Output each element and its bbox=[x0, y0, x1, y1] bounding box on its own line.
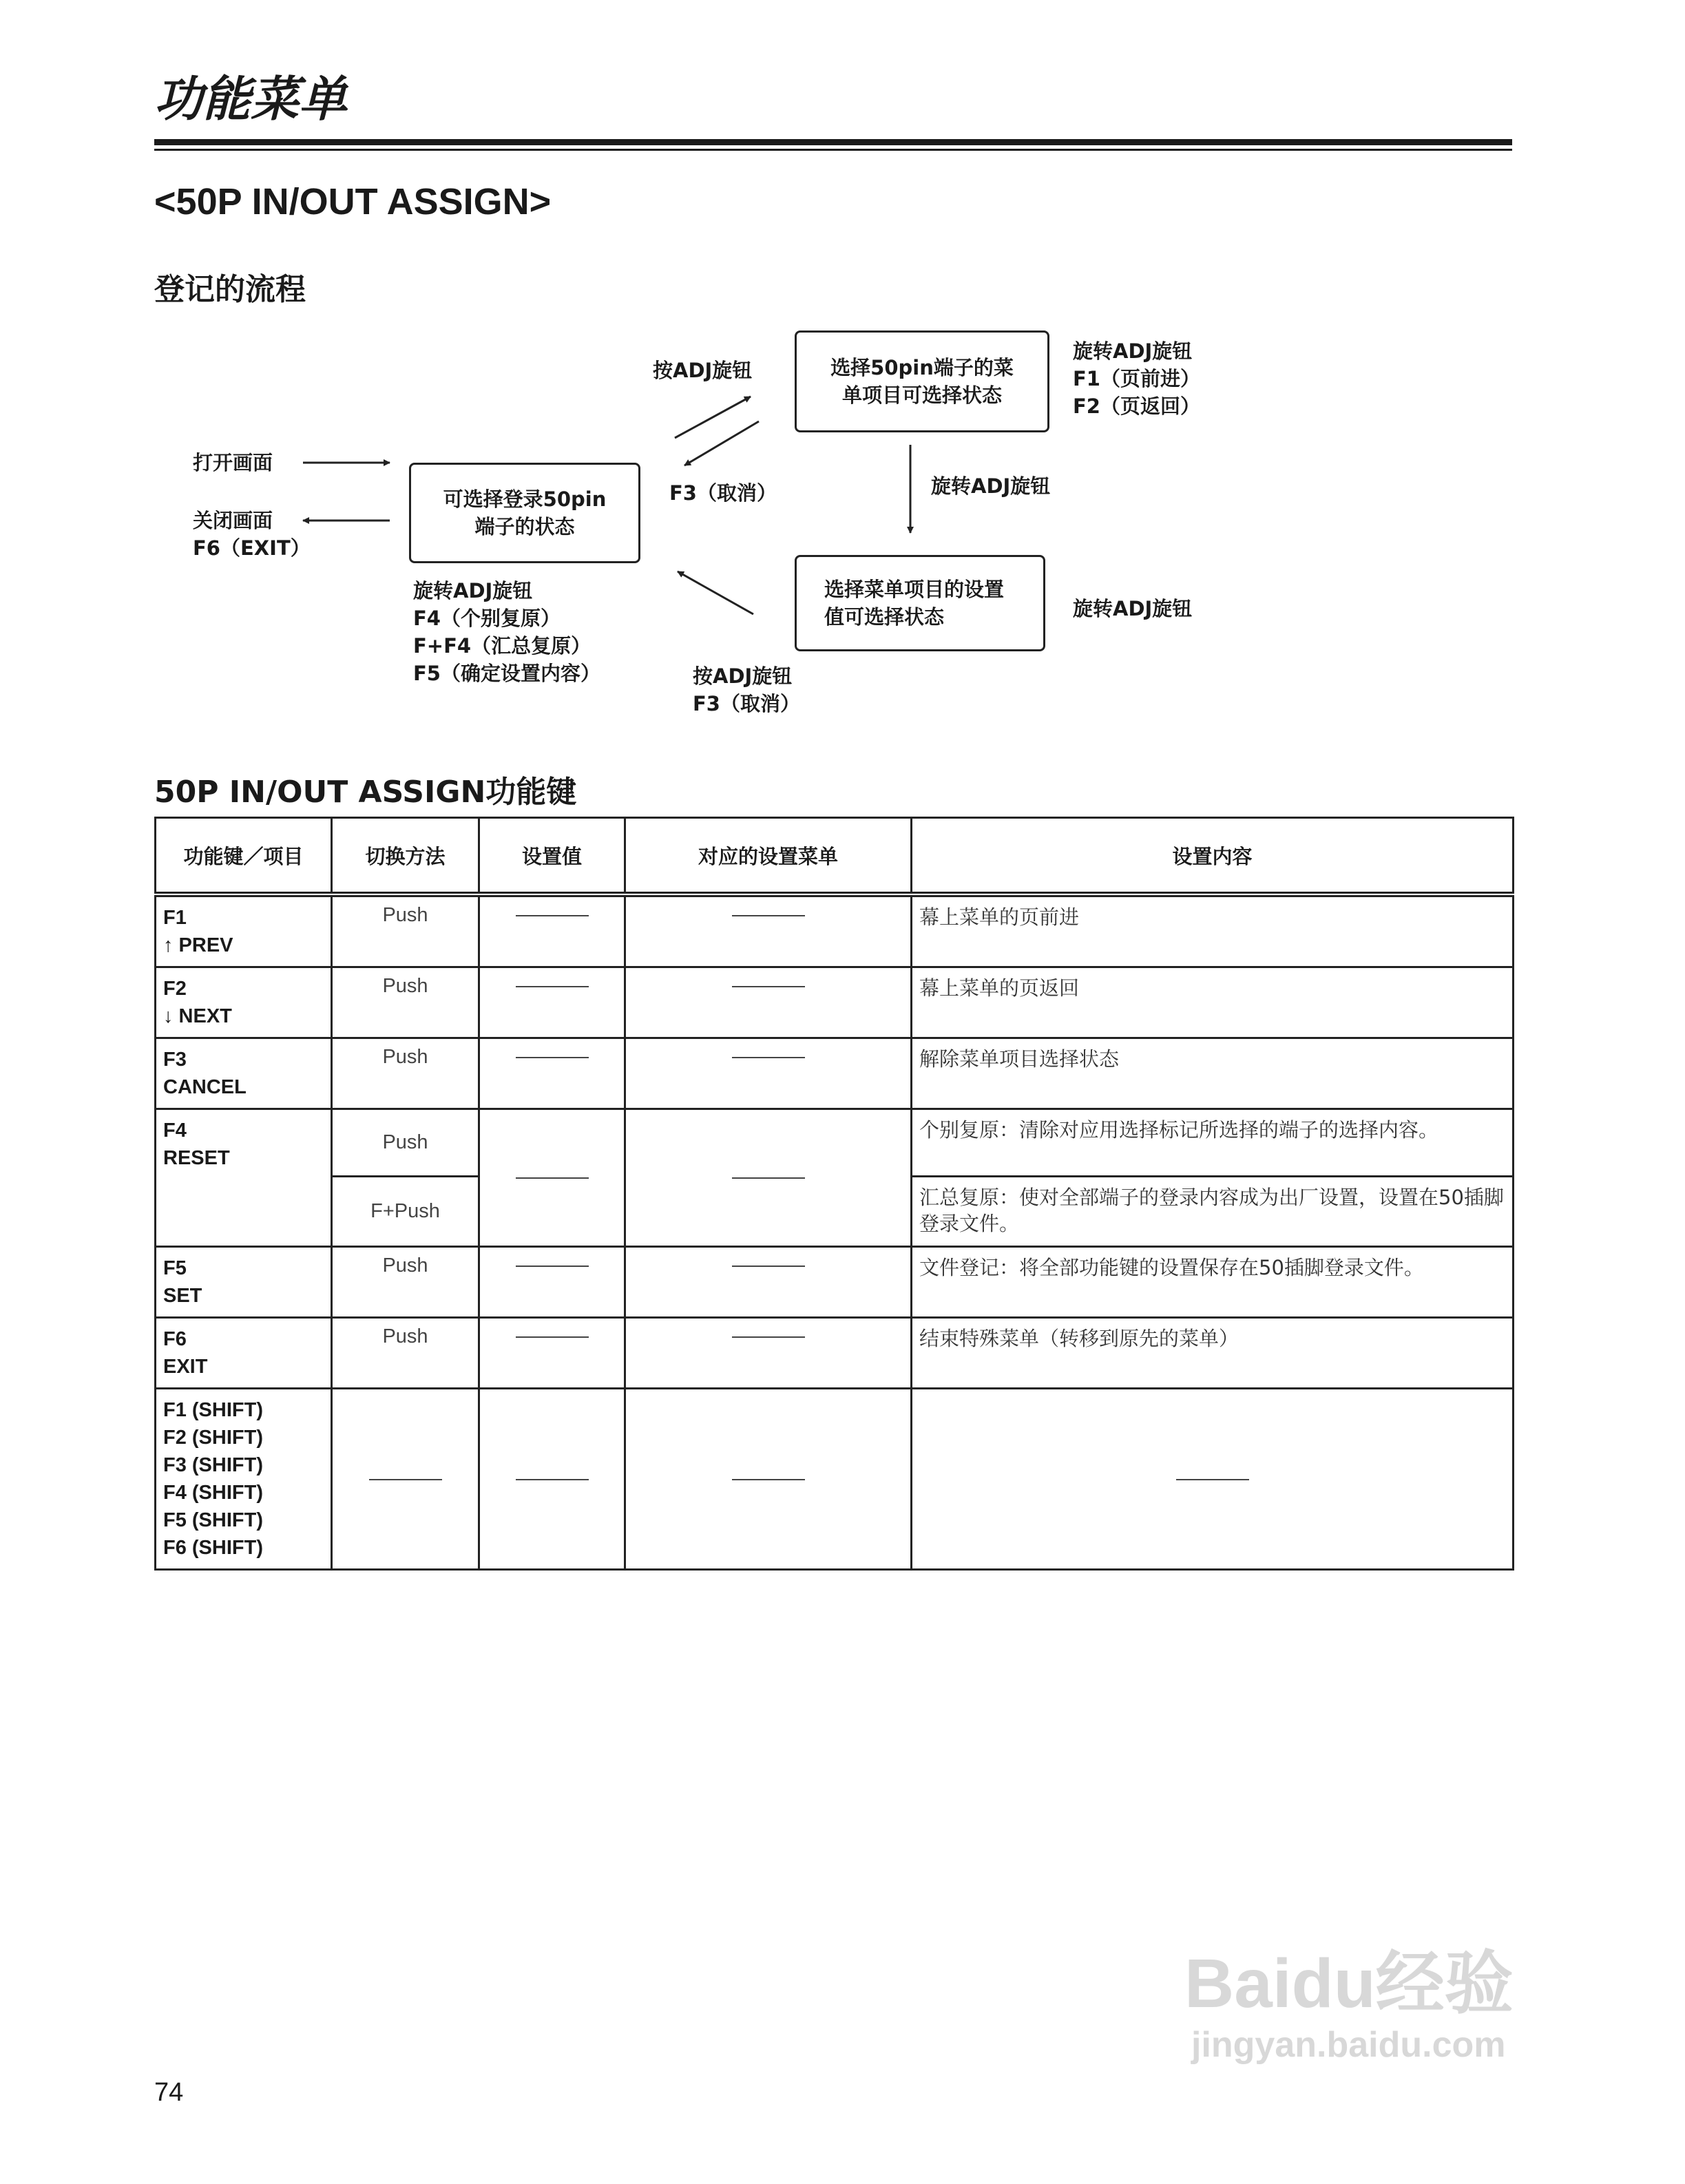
method-cell: Push bbox=[332, 894, 479, 967]
key-label: CANCEL bbox=[163, 1076, 247, 1098]
rotate-adj-label: 旋转ADJ旋钮 bbox=[931, 474, 1051, 498]
key-cell bbox=[156, 1109, 332, 1247]
key-label: F6 bbox=[163, 1328, 187, 1350]
menu-cell bbox=[625, 1318, 912, 1389]
key-cell bbox=[156, 1318, 332, 1389]
value-cell bbox=[479, 967, 625, 1038]
op-line: 按ADJ旋钮 bbox=[693, 664, 793, 688]
desc-cell: 个别复原：清除对应用选择标记所选择的端子的选择内容。 bbox=[912, 1109, 1514, 1177]
desc-cell: 幕上菜单的页前进 bbox=[912, 894, 1514, 967]
value-cell bbox=[479, 1318, 625, 1389]
state-label: 选择菜单项目的设置 值可选择状态 bbox=[824, 578, 1005, 629]
value-cell bbox=[479, 1389, 625, 1570]
op-line: F2（页返回） bbox=[1073, 395, 1200, 418]
key-cell bbox=[156, 1247, 332, 1318]
desc-cell bbox=[912, 1389, 1514, 1570]
key-label: F2 bbox=[163, 978, 187, 1000]
dash bbox=[369, 1479, 442, 1480]
table-row bbox=[156, 1389, 1514, 1570]
column-header: 切换方法 bbox=[332, 818, 479, 895]
menu-ops-label bbox=[1073, 337, 1200, 420]
press-adj-label: 按ADJ旋钮 bbox=[653, 359, 753, 382]
key-cell bbox=[156, 967, 332, 1038]
menu-cell bbox=[625, 894, 912, 967]
table-heading: 50P IN/OUT ASSIGN功能键 bbox=[154, 775, 577, 810]
menu-cell bbox=[625, 967, 912, 1038]
function-key-table bbox=[154, 817, 1514, 1571]
op-line: F+F4（汇总复原） bbox=[413, 634, 592, 658]
dash bbox=[516, 986, 589, 987]
state-box-select-value bbox=[795, 555, 1045, 651]
arrow-cancel bbox=[684, 421, 759, 465]
key-label: F3 (SHIFT) bbox=[163, 1454, 263, 1476]
key-label: F4 (SHIFT) bbox=[163, 1482, 263, 1504]
key-label: F5 bbox=[163, 1257, 187, 1279]
open-screen-label: 打开画面 bbox=[193, 451, 273, 474]
key-cell bbox=[156, 1389, 332, 1570]
column-header: 设置值 bbox=[479, 818, 625, 895]
key-label: F4 bbox=[163, 1120, 187, 1142]
menu-cell bbox=[625, 1038, 912, 1109]
op-line: 旋转ADJ旋钮 bbox=[1073, 339, 1193, 363]
value-cell bbox=[479, 1038, 625, 1109]
dash bbox=[516, 1177, 589, 1179]
method-cell: F+Push bbox=[332, 1177, 479, 1247]
state-box-select-menu bbox=[795, 330, 1049, 432]
watermark-url: jingyan.baidu.com bbox=[1191, 2025, 1506, 2065]
value-cell bbox=[479, 1109, 625, 1247]
dash bbox=[516, 1336, 589, 1338]
state-label: 可选择登录50pin 端子的状态 bbox=[443, 487, 607, 538]
key-label: RESET bbox=[163, 1147, 230, 1169]
page-title: 功能菜单 bbox=[154, 71, 347, 127]
op-line: F4（个别复原） bbox=[413, 607, 561, 630]
dash bbox=[516, 1479, 589, 1480]
key-label: F2 (SHIFT) bbox=[163, 1427, 263, 1449]
arrow-to-menu bbox=[675, 397, 751, 438]
column-header: 设置内容 bbox=[912, 818, 1514, 895]
menu-cell bbox=[625, 1247, 912, 1318]
op-line: F1（页前进） bbox=[1073, 367, 1200, 390]
key-label: F5 (SHIFT) bbox=[163, 1509, 263, 1531]
method-cell: Push bbox=[332, 967, 479, 1038]
method-cell bbox=[332, 1389, 479, 1570]
method-cell: Push bbox=[332, 1318, 479, 1389]
value-cell bbox=[479, 1247, 625, 1318]
table-row bbox=[156, 1318, 1514, 1389]
dash bbox=[516, 915, 589, 916]
dash bbox=[732, 1057, 805, 1058]
dash bbox=[732, 1479, 805, 1480]
desc-cell: 幕上菜单的页返回 bbox=[912, 967, 1514, 1038]
dash bbox=[516, 1057, 589, 1058]
table-row bbox=[156, 1247, 1514, 1318]
page-number: 74 bbox=[154, 2078, 184, 2107]
value-cell bbox=[479, 894, 625, 967]
desc-cell: 结束特殊菜单（转移到原先的菜单） bbox=[912, 1318, 1514, 1389]
op-line: 旋转ADJ旋钮 bbox=[413, 579, 533, 602]
key-label: SET bbox=[163, 1285, 202, 1307]
key-label: EXIT bbox=[163, 1356, 208, 1378]
dash bbox=[516, 1266, 589, 1267]
method-cell: Push bbox=[332, 1109, 479, 1177]
flow-heading: 登记的流程 bbox=[154, 272, 306, 307]
menu-cell bbox=[625, 1389, 912, 1570]
back-ops-label bbox=[693, 662, 800, 717]
value-ops-label: 旋转ADJ旋钮 bbox=[1073, 597, 1193, 620]
key-cell bbox=[156, 894, 332, 967]
op-line: F5（确定设置内容） bbox=[413, 662, 600, 685]
dash bbox=[1176, 1479, 1249, 1480]
desc-cell: 解除菜单项目选择状态 bbox=[912, 1038, 1514, 1109]
section-title: <50P IN/OUT ASSIGN> bbox=[154, 181, 552, 222]
table-row bbox=[156, 1038, 1514, 1109]
close-key-label: F6（EXIT） bbox=[193, 536, 311, 560]
arrow-back bbox=[678, 571, 753, 614]
key-label: ↑ PREV bbox=[163, 934, 233, 956]
key-label: F6 (SHIFT) bbox=[163, 1537, 263, 1559]
menu-cell bbox=[625, 1109, 912, 1247]
column-header: 功能键／项目 bbox=[156, 818, 332, 895]
key-label: F1 bbox=[163, 907, 187, 929]
table-row bbox=[156, 967, 1514, 1038]
method-cell: Push bbox=[332, 1247, 479, 1318]
table-header bbox=[156, 818, 1514, 895]
desc-cell: 文件登记：将全部功能键的设置保存在50插脚登录文件。 bbox=[912, 1247, 1514, 1318]
desc-cell: 汇总复原：使对全部端子的登录内容成为出厂设置，设置在50插脚登录文件。 bbox=[912, 1177, 1514, 1247]
table-row bbox=[156, 1109, 1514, 1177]
dash bbox=[732, 1266, 805, 1267]
dash bbox=[732, 986, 805, 987]
register-ops-label bbox=[413, 577, 600, 687]
watermark-logo: Baidu经验 bbox=[1184, 1945, 1514, 2022]
f3-cancel-label: F3（取消） bbox=[669, 481, 777, 505]
key-label: F3 bbox=[163, 1049, 187, 1071]
key-label: ↓ NEXT bbox=[163, 1005, 232, 1027]
key-cell bbox=[156, 1038, 332, 1109]
column-header: 对应的设置菜单 bbox=[625, 818, 912, 895]
table-row bbox=[156, 894, 1514, 967]
state-box-register bbox=[409, 463, 640, 563]
dash bbox=[732, 915, 805, 916]
key-label: F1 (SHIFT) bbox=[163, 1399, 263, 1421]
state-label: 选择50pin端子的菜 单项目可选择状态 bbox=[830, 356, 1014, 407]
op-line: F3（取消） bbox=[693, 692, 800, 715]
close-screen-label: 关闭画面 bbox=[193, 509, 273, 532]
method-cell: Push bbox=[332, 1038, 479, 1109]
dash bbox=[732, 1177, 805, 1179]
dash bbox=[732, 1336, 805, 1338]
